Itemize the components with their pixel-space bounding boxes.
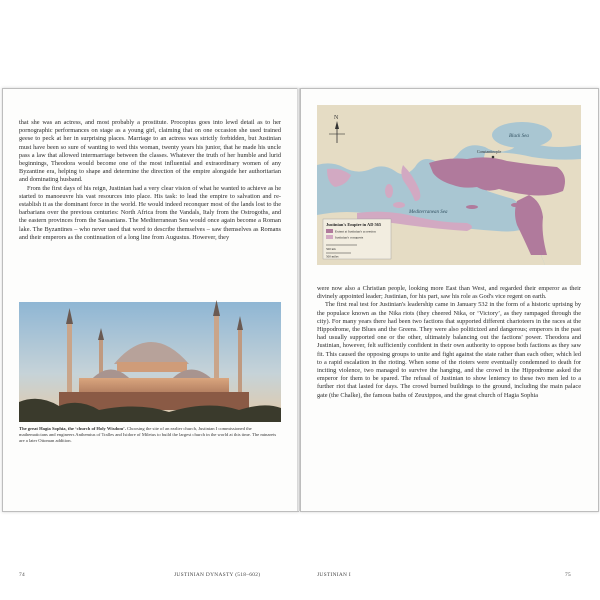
caption-text: Choosing the site of an earlier church, Justinian I commissioned the mathematicians and engineers Anthemius of Tralles and Isidore of Miletus to build the largest church in the world at this time. The minarets are a later Ottoman addition. [19,426,277,443]
scale-km-label: 500 km [326,247,336,251]
map-mediterranean-label: Mediterranean Sea [409,210,448,215]
caption-lead: The great Hagia Sophia, the ‘church of Holy Wisdom’. [19,426,126,431]
left-running-head: JUSTINIAN DYNASTY (518–602) [174,572,261,578]
empire-map [317,105,581,265]
right-paragraph-2: The first real test for Justinian's leadership came in January 532 in the form of a historic uprising by the populace known as the Nika riots (they cheered Nika, or ‘Victory’, as they rampaged through the city). For many years there had been two factions that supported different charioteers in the races at the Hippodrome, the Blues and the Greens. They were also politicized and dangerous; emperors in the past had usually supported one or the other, ultimately balancing out the factions' power. Theodora and Justinian, however, felt sufficiently confident in their own authority to oppose both factions as they saw fit. This caused the opposing groups to unite and fight against the state rather than each other, which led to a rapid escalation in the rioting. When some of the rioters were eventually condemned to death for inciting violence, two managed to survive the hanging, and the crowd in the Hippodrome asked the emperor for them to be spared. The refusal of Justinian to show leniency to these two men led to a further riot that lasted for days. The crowd burned buildings to the ground, including the main palace gate (the Chalke), the famous baths of Zeuxippos, and the great church of Hagia Sophia [317,301,581,399]
map-black-sea-label: Black Sea [509,134,529,139]
left-paragraph-1: that she was an actress, and most probably a prostitute. Procopius goes into lewd detail as to her pornographic performances on stage as a young girl, claiming that on one occasion she used trained geese to peck at her in surprising places. Marriage to an actress was strictly forbidden, but Justinian must have been so sure of wanting to wed this woman, twenty years his junior, that he made his uncle pass a law that allowed intermarriage between the classes. Whatever the truth of her humble and lurid beginnings, Theodora would become one of the most influential and extraordinary women of any Byzantine era, helping to shape and determine the direction of the empire alongside her authoritarian and dominating husband. [19,119,281,184]
photo-caption [19,426,281,444]
left-page-number: 74 [19,572,25,578]
legend-conquests-label: Justinian's conquests [335,235,364,240]
legend-accession-label: Extent at Justinian's accession [335,229,376,234]
map-north-label: N [334,115,339,121]
right-paragraph-1: were now also a Christian people, looking more East than West, and regarded their emperor as their divinely appointed leader; Justinian, for his part, saw his role as God's vice regent on earth. [317,285,581,301]
right-running-head: JUSTINIAN I [317,572,351,578]
map-constantinople-label: Constantinople [477,149,502,154]
right-page-number: 75 [565,572,571,578]
left-paragraph-2: From the first days of his reign, Justinian had a very clear vision of what he wanted to achieve as he started to manoeuvre his vast resources into place. His task: to lead the empire to salvation and re-establish it as the dominant force in the world. He would indeed reconquer most of the lands lost to the barbarians over the previous centuries: North Africa from the Vandals, Italy from the Ostrogoths, and the eastern provinces from the Sassanians. The Mediterranean Sea would once again become a Roman lake. The Byzantines – who never used that word to describe themselves – saw themselves as Romans and their emperors as the continuation of a long line from Augustus. However, they [19,184,281,241]
map-title: Justinian's Empire in AD 565 [326,222,382,227]
scale-mi-label: 500 miles [326,254,339,259]
left-page [2,88,299,578]
left-body-text [19,119,281,287]
right-body-text [317,285,581,563]
right-page [300,88,599,578]
hagia-sophia-photo [19,302,281,422]
